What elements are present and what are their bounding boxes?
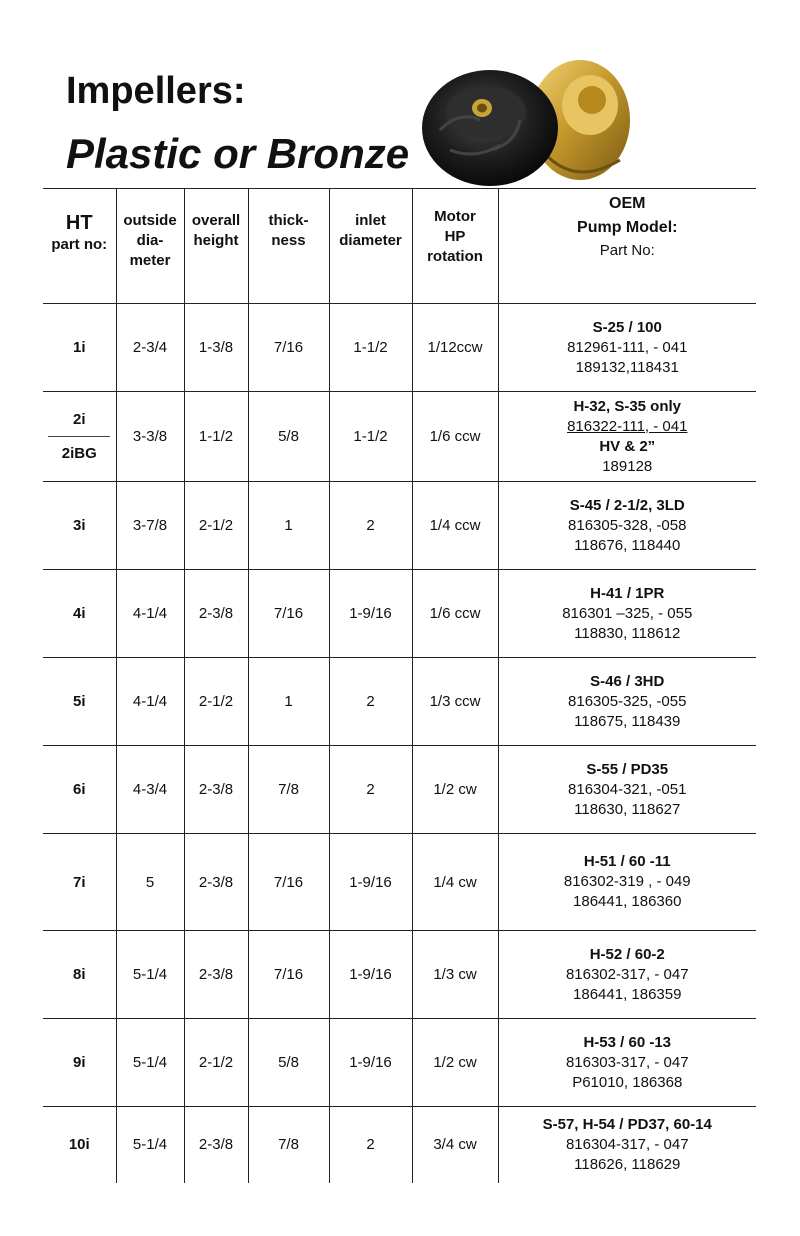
overall-height-cell: 1-3/8 bbox=[184, 304, 248, 392]
overall-height-cell: 2-1/2 bbox=[184, 658, 248, 746]
thickness-cell: 7/16 bbox=[248, 834, 329, 931]
table-row bbox=[43, 482, 756, 570]
inlet-diameter-cell: 1-9/16 bbox=[329, 931, 412, 1019]
oem-cell: H-52 / 60-2 816302-317, - 047 186441, 186359 bbox=[498, 931, 756, 1019]
table-row bbox=[43, 746, 756, 834]
thickness-cell: 1 bbox=[248, 482, 329, 570]
impeller-photo-icon bbox=[420, 50, 635, 195]
table-header-row bbox=[43, 189, 756, 304]
page-title: Impellers: bbox=[66, 70, 246, 112]
outside-diameter-cell: 3-3/8 bbox=[116, 392, 184, 482]
outside-diameter-cell: 3-7/8 bbox=[116, 482, 184, 570]
thickness-cell: 1 bbox=[248, 658, 329, 746]
oem-cell: S-46 / 3HD 816305-325, -055 118675, 118439 bbox=[498, 658, 756, 746]
header-part-no: HT part no: bbox=[43, 189, 116, 304]
outside-diameter-cell: 4-3/4 bbox=[116, 746, 184, 834]
part-number-cell: 1i bbox=[43, 304, 116, 392]
motor-cell: 1/4 cw bbox=[412, 834, 498, 931]
part-number-cell: 8i bbox=[43, 931, 116, 1019]
inlet-diameter-cell: 1-1/2 bbox=[329, 304, 412, 392]
header-inlet-diameter: inlet diameter bbox=[329, 189, 412, 304]
header-thickness: thick- ness bbox=[248, 189, 329, 304]
inlet-diameter-cell: 2 bbox=[329, 658, 412, 746]
inlet-diameter-cell: 2 bbox=[329, 746, 412, 834]
plastic-impeller-icon bbox=[422, 70, 558, 186]
outside-diameter-cell: 5-1/4 bbox=[116, 1019, 184, 1107]
outside-diameter-cell: 2-3/4 bbox=[116, 304, 184, 392]
oem-cell: H-53 / 60 -13 816303-317, - 047 P61010, 186368 bbox=[498, 1019, 756, 1107]
motor-cell: 1/2 cw bbox=[412, 746, 498, 834]
table-row bbox=[43, 658, 756, 746]
part-number-cell: 3i bbox=[43, 482, 116, 570]
table-row bbox=[43, 1019, 756, 1107]
motor-cell: 1/12ccw bbox=[412, 304, 498, 392]
motor-cell: 1/6 ccw bbox=[412, 570, 498, 658]
part-number-cell: 10i bbox=[43, 1107, 116, 1183]
oem-cell: H-32, S-35 only 816322-111, - 041 HV & 2” 189128 bbox=[498, 392, 756, 482]
part-number-cell: 4i bbox=[43, 570, 116, 658]
inlet-diameter-cell: 1-9/16 bbox=[329, 570, 412, 658]
table-row bbox=[43, 570, 756, 658]
oem-cell: S-57, H-54 / PD37, 60-14 816304-317, - 047 118626, 118629 bbox=[498, 1107, 756, 1183]
outside-diameter-cell: 4-1/4 bbox=[116, 570, 184, 658]
thickness-cell: 5/8 bbox=[248, 1019, 329, 1107]
overall-height-cell: 1-1/2 bbox=[184, 392, 248, 482]
header-motor: Motor HP rotation bbox=[412, 189, 498, 304]
impeller-table bbox=[43, 188, 756, 1183]
overall-height-cell: 2-1/2 bbox=[184, 1019, 248, 1107]
outside-diameter-cell: 4-1/4 bbox=[116, 658, 184, 746]
header-outside-diameter: outside dia- meter bbox=[116, 189, 184, 304]
outside-diameter-cell: 5-1/4 bbox=[116, 931, 184, 1019]
outside-diameter-cell: 5-1/4 bbox=[116, 1107, 184, 1183]
motor-cell: 1/3 cw bbox=[412, 931, 498, 1019]
overall-height-cell: 2-3/8 bbox=[184, 570, 248, 658]
thickness-cell: 7/16 bbox=[248, 570, 329, 658]
inlet-diameter-cell: 1-9/16 bbox=[329, 834, 412, 931]
outside-diameter-cell: 5 bbox=[116, 834, 184, 931]
thickness-cell: 5/8 bbox=[248, 392, 329, 482]
inlet-diameter-cell: 1-9/16 bbox=[329, 1019, 412, 1107]
part-number-cell: 7i bbox=[43, 834, 116, 931]
oem-cell: S-25 / 100 812961-111, - 041 189132,118431 bbox=[498, 304, 756, 392]
thickness-cell: 7/16 bbox=[248, 304, 329, 392]
part-number-cell: 5i bbox=[43, 658, 116, 746]
table-row bbox=[43, 304, 756, 392]
thickness-cell: 7/16 bbox=[248, 931, 329, 1019]
page-subtitle: Plastic or Bronze bbox=[66, 130, 410, 177]
motor-cell: 1/6 ccw bbox=[412, 392, 498, 482]
thickness-cell: 7/8 bbox=[248, 1107, 329, 1183]
part-number-cell: 6i bbox=[43, 746, 116, 834]
overall-height-cell: 2-3/8 bbox=[184, 746, 248, 834]
header-overall-height: overall height bbox=[184, 189, 248, 304]
overall-height-cell: 2-3/8 bbox=[184, 834, 248, 931]
part-number-cell: 2i 2iBG bbox=[43, 392, 116, 482]
inlet-diameter-cell: 2 bbox=[329, 482, 412, 570]
table-row bbox=[43, 392, 756, 482]
motor-cell: 1/2 cw bbox=[412, 1019, 498, 1107]
table-row bbox=[43, 1107, 756, 1183]
oem-cell: S-45 / 2-1/2, 3LD 816305-328, -058 118676, 118440 bbox=[498, 482, 756, 570]
motor-cell: 3/4 cw bbox=[412, 1107, 498, 1183]
table-row bbox=[43, 931, 756, 1019]
inlet-diameter-cell: 1-1/2 bbox=[329, 392, 412, 482]
inlet-diameter-cell: 2 bbox=[329, 1107, 412, 1183]
motor-cell: 1/4 ccw bbox=[412, 482, 498, 570]
overall-height-cell: 2-1/2 bbox=[184, 482, 248, 570]
motor-cell: 1/3 ccw bbox=[412, 658, 498, 746]
table-row bbox=[43, 834, 756, 931]
overall-height-cell: 2-3/8 bbox=[184, 931, 248, 1019]
overall-height-cell: 2-3/8 bbox=[184, 1107, 248, 1183]
thickness-cell: 7/8 bbox=[248, 746, 329, 834]
part-number-cell: 9i bbox=[43, 1019, 116, 1107]
header-oem: OEM Pump Model: Part No: bbox=[498, 189, 756, 304]
oem-cell: H-41 / 1PR 816301 –325, - 055 118830, 118612 bbox=[498, 570, 756, 658]
oem-cell: H-51 / 60 -11 816302-319 , - 049 186441, 186360 bbox=[498, 834, 756, 931]
oem-cell: S-55 / PD35 816304-321, -051 118630, 118627 bbox=[498, 746, 756, 834]
